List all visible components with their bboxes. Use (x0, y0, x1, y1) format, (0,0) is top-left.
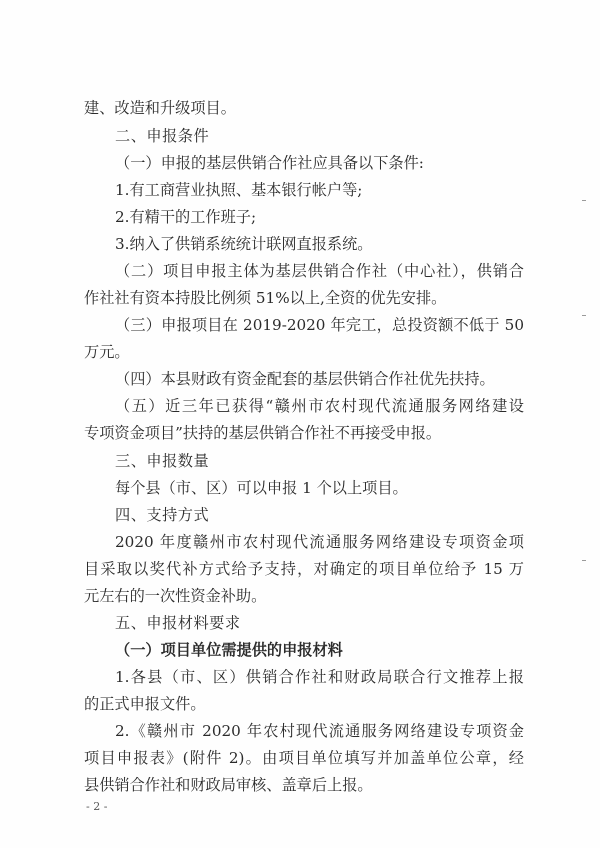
list-item: 1.各县（市、区）供销合作社和财政局联合行文推荐上报 (115, 668, 524, 686)
list-item: 1.有工商营业执照、基本银行帐户等; (115, 181, 363, 199)
text-line: 每个县（市、区）可以申报 1 个以上项目。 (115, 479, 408, 497)
text-line: 的正式申报文件。 (84, 695, 206, 713)
section-heading: 四、支持方式 (115, 506, 210, 524)
scan-margin-mark (582, 200, 586, 201)
scan-margin-mark (582, 315, 586, 316)
text-line: 建、改造和升级项目。 (84, 99, 236, 117)
text-line: （二）项目申报主体为基层供销合作社（中心社），供销合 (115, 262, 524, 280)
text-line: 项目申报表》(附件 2)。由项目单位填写并加盖单位公章，经 (84, 749, 524, 767)
text-line: （五）近三年已获得“赣州市农村现代流通服务网络建设 (115, 397, 524, 415)
text-line: （一）申报的基层供销合作社应具备以下条件: (115, 154, 424, 172)
section-heading: 五、申报材料要求 (115, 614, 241, 632)
text-line: 目采取以奖代补方式给予支持，对确定的项目单位给予 15 万 (84, 560, 524, 578)
section-heading: 三、申报数量 (115, 452, 210, 470)
subsection-heading: （一）项目单位需提供的申报材料 (115, 641, 343, 659)
text-line: 万元。 (84, 343, 130, 361)
list-item: 2.《赣州市 2020 年农村现代流通服务网络建设专项资金 (115, 722, 524, 740)
list-item: 2.有精干的工作班子; (115, 208, 257, 226)
scan-margin-mark (582, 560, 586, 561)
text-line: 2020 年度赣州市农村现代流通服务网络建设专项资金项 (115, 533, 524, 551)
list-item: 3.纳入了供销系统统计联网直报系统。 (115, 235, 373, 253)
text-line: （三）申报项目在 2019-2020 年完工，总投资额不低于 50 (115, 316, 524, 334)
text-line: 元左右的一次性资金补助。 (84, 587, 267, 605)
text-line: 县供销合作社和财政局审核、盖章后上报。 (84, 776, 373, 794)
section-heading: 二、申报条件 (115, 127, 210, 145)
text-line: （四）本县财政有资金配套的基层供销合作社优先扶持。 (115, 370, 495, 388)
text-line: 专项资金项目”扶持的基层供销合作社不再接受申报。 (84, 424, 442, 442)
text-line: 作社社有资本持股比例须 51%以上,全资的优先安排。 (84, 289, 447, 307)
page-number: - 2 - (86, 800, 108, 813)
